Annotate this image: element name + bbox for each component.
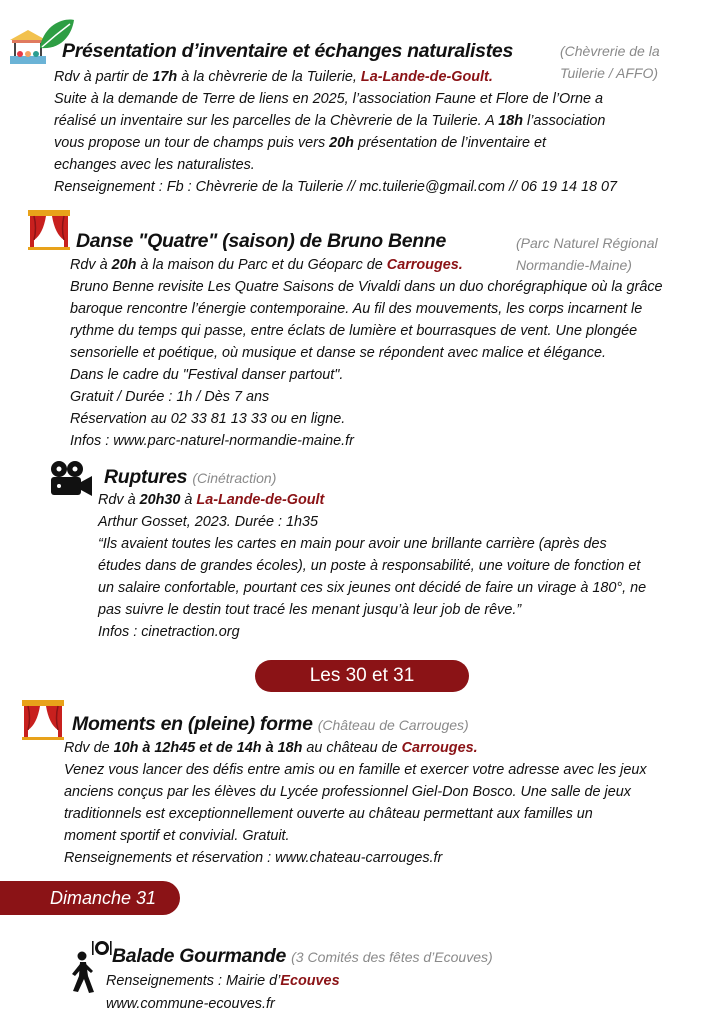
event-rdv: Rdv à 20h à la maison du Parc et du Géoparc de Carrouges. (70, 257, 463, 273)
event-info: Renseignement : Fb : Chèvrerie de la Tuilerie // mc.tuilerie@gmail.com // 06 19 14 18 07 (54, 179, 618, 195)
event-description: Gratuit / Durée : 1h / Dès 7 ans (70, 389, 270, 405)
event-description: Dans le cadre du "Festival danser partout". (70, 367, 344, 383)
event-description: études dans de grandes écoles), un poste à responsabilité, une voiture de fonction et (98, 558, 641, 574)
event-organizer: (Parc Naturel Régional (516, 235, 658, 251)
event-title: Ruptures (Cinétraction) (104, 466, 277, 488)
event-title: Danse "Quatre" (saison) de Bruno Benne (76, 230, 447, 252)
film-camera-icon (48, 460, 94, 498)
event-organizer-line2: Normandie-Maine) (516, 257, 632, 273)
event-description: Arthur Gosset, 2023. Durée : 1h35 (98, 514, 318, 530)
event-rdv: Rdv de 10h à 12h45 et de 14h à 18h au château de Carrouges. (64, 740, 478, 756)
event-organizer-line2: Tuilerie / AFFO) (560, 65, 659, 81)
event-rdv: Rdv à partir de 17h à la chèvrerie de la Tuilerie, La-Lande-de-Goult. (54, 69, 493, 85)
event-description: réalisé un inventaire sur les parcelles de la Chèvrerie de la Tuilerie. A 18h l’association (54, 113, 606, 129)
event-rdv: Rdv à 20h30 à La-Lande-de-Goult (98, 492, 325, 508)
event-info: Infos : www.parc-naturel-normandie-maine.fr (70, 433, 354, 449)
event-description: Venez vous lancer des défis entre amis ou en famille et exercer votre adresse avec les jeux (64, 762, 647, 778)
event-website: www.commune-ecouves.fr (106, 996, 275, 1012)
event-description: un salaire confortable, pourtant ces six jeunes ont décidé de faire un virage à 180°, ne (98, 580, 647, 596)
day-heading-bar: Dimanche 31 (0, 881, 180, 915)
event-description: anciens conçus par les élèves du Lycée professionnel Giel-Don Bosco. Une salle de jeux (64, 784, 631, 800)
date-heading-pill: Les 30 et 31 (255, 660, 469, 692)
event-info: Renseignements : Mairie d’Ecouves (106, 973, 340, 989)
event-description: Bruno Benne revisite Les Quatre Saisons de Vivaldi dans un duo chorégraphique où la grâce (70, 279, 663, 295)
event-description: “Ils avaient toutes les cartes en main pour avoir une brillante carrière (après des (98, 536, 607, 552)
event-organizer: (Cinétraction) (192, 470, 277, 486)
event-description: Suite à la demande de Terre de liens en 2025, l’association Faune et Flore de l’Orne a (54, 91, 604, 107)
event-info: Renseignements et réservation : www.chateau-carrouges.fr (64, 850, 443, 866)
event-info: Infos : cinetraction.org (98, 624, 240, 640)
event-description: sensorielle et poétique, où musique et danse se répondent avec malice et élégance. (70, 345, 607, 361)
event-description: pas suivre le destin tout tracé les menant jusqu’à leur job de rêve.” (98, 602, 522, 618)
event-title: Moments en (pleine) forme (Château de Carrouges) (72, 713, 469, 735)
event-description: echanges avec les naturalistes. (54, 157, 255, 173)
theater-curtain-icon (28, 210, 70, 250)
event-organizer: (Château de Carrouges) (317, 717, 469, 733)
event-description: baroque rencontre l’énergie contemporaine. Au fil des mouvements, les corps incarnent le (70, 301, 643, 317)
event-organizer: (Chèvrerie de la (560, 43, 660, 59)
event-organizer: (3 Comités des fêtes d’Ecouves) (291, 949, 493, 965)
event-description: moment sportif et convivial. Gratuit. (64, 828, 290, 844)
event-title: Présentation d’inventaire et échanges naturalistes (62, 40, 513, 62)
event-description: vous propose un tour de champs puis vers 20h présentation de l’inventaire et (54, 135, 546, 151)
event-description: traditionnels est exceptionnellement ouverte au château permettant aux familles un (64, 806, 593, 822)
event-description: Réservation au 02 33 81 13 33 ou en ligne. (70, 411, 346, 427)
event-title: Balade Gourmande (3 Comités des fêtes d’Ecouves) (112, 945, 493, 967)
event-description: rythme du temps qui passe, entre éclats de lumière et bourrasques de vent. Une plongée (70, 323, 638, 339)
theater-curtain-icon (22, 700, 64, 740)
